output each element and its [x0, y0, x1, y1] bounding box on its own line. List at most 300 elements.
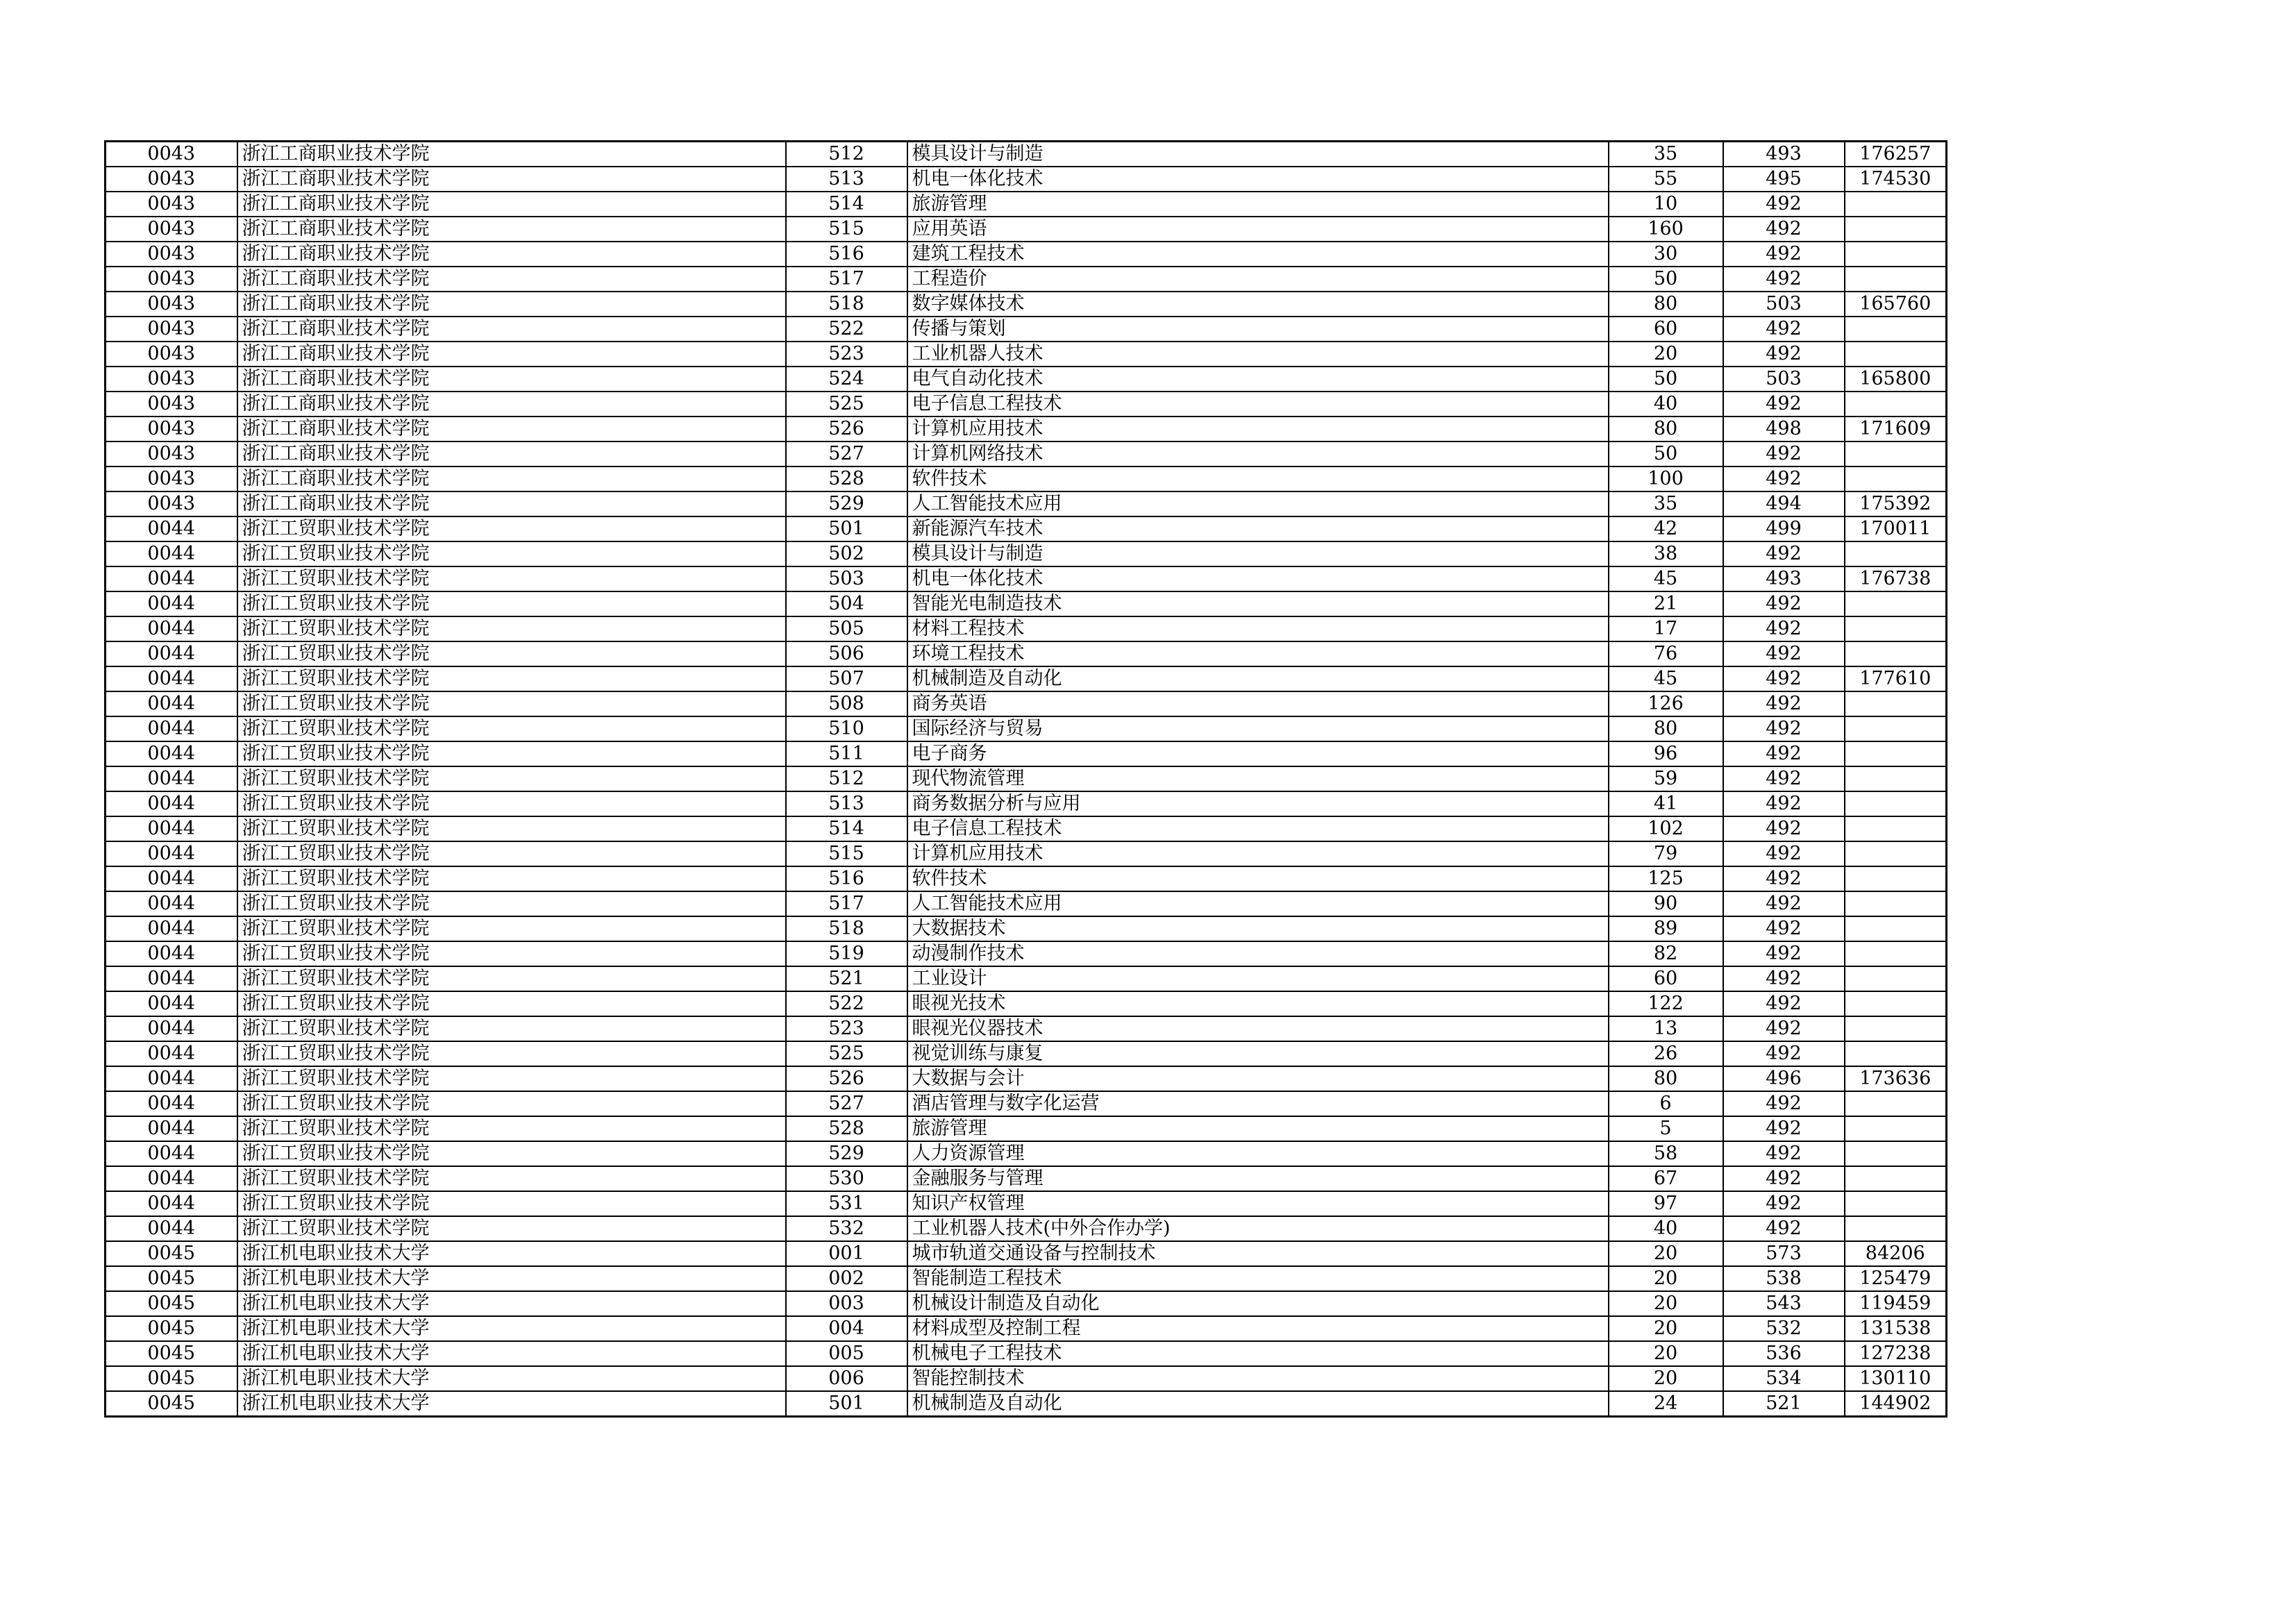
- min-score-cell: 492: [1723, 392, 1845, 417]
- min-score-cell: 492: [1723, 342, 1845, 367]
- table-row: [106, 167, 1947, 192]
- school-code-cell: 0043: [106, 367, 237, 392]
- rank-cell: [1845, 342, 1947, 367]
- rank-cell: 125479: [1845, 1266, 1947, 1291]
- plan-count-cell: 96: [1609, 741, 1723, 766]
- table-row: [106, 417, 1947, 442]
- admission-table: [104, 140, 1947, 1418]
- school-name-cell: 浙江工贸职业技术学院: [237, 516, 786, 541]
- min-score-cell: 573: [1723, 1241, 1845, 1266]
- major-code-cell: 512: [786, 766, 907, 791]
- major-code-cell: 521: [786, 966, 907, 991]
- table-row: [106, 1116, 1947, 1141]
- table-row: [106, 466, 1947, 491]
- rank-cell: 84206: [1845, 1241, 1947, 1266]
- plan-count-cell: 35: [1609, 491, 1723, 516]
- plan-count-cell: 60: [1609, 317, 1723, 342]
- plan-count-cell: 80: [1609, 1066, 1723, 1091]
- school-code-cell: 0044: [106, 1191, 237, 1216]
- school-code-cell: 0044: [106, 791, 237, 816]
- min-score-cell: 492: [1723, 466, 1845, 491]
- major-name-cell: 数字媒体技术: [907, 292, 1609, 317]
- plan-count-cell: 82: [1609, 941, 1723, 966]
- major-code-cell: 532: [786, 1216, 907, 1241]
- plan-count-cell: 55: [1609, 167, 1723, 192]
- table-row: [106, 916, 1947, 941]
- major-code-cell: 502: [786, 541, 907, 566]
- school-code-cell: 0043: [106, 392, 237, 417]
- school-name-cell: 浙江工贸职业技术学院: [237, 541, 786, 566]
- table-row: [106, 866, 1947, 891]
- table-row: [106, 641, 1947, 666]
- school-name-cell: 浙江工贸职业技术学院: [237, 816, 786, 841]
- table-row: [106, 142, 1947, 167]
- rank-cell: [1845, 1041, 1947, 1066]
- major-name-cell: 计算机应用技术: [907, 841, 1609, 866]
- school-code-cell: 0044: [106, 916, 237, 941]
- table-row: [106, 691, 1947, 716]
- table-row: [106, 491, 1947, 516]
- school-name-cell: 浙江工贸职业技术学院: [237, 1041, 786, 1066]
- school-name-cell: 浙江工商职业技术学院: [237, 192, 786, 217]
- major-code-cell: 515: [786, 217, 907, 242]
- major-code-cell: 504: [786, 591, 907, 616]
- table-row: [106, 1341, 1947, 1366]
- major-name-cell: 智能制造工程技术: [907, 1266, 1609, 1291]
- major-name-cell: 商务英语: [907, 691, 1609, 716]
- rank-cell: [1845, 891, 1947, 916]
- rank-cell: 170011: [1845, 516, 1947, 541]
- rank-cell: [1845, 791, 1947, 816]
- rank-cell: 119459: [1845, 1291, 1947, 1316]
- school-name-cell: 浙江工贸职业技术学院: [237, 916, 786, 941]
- school-name-cell: 浙江工贸职业技术学院: [237, 991, 786, 1016]
- rank-cell: [1845, 641, 1947, 666]
- school-code-cell: 0044: [106, 1091, 237, 1116]
- major-name-cell: 旅游管理: [907, 1116, 1609, 1141]
- school-code-cell: 0043: [106, 292, 237, 317]
- major-name-cell: 城市轨道交通设备与控制技术: [907, 1241, 1609, 1266]
- school-name-cell: 浙江工贸职业技术学院: [237, 1116, 786, 1141]
- major-code-cell: 525: [786, 1041, 907, 1066]
- table-row: [106, 1041, 1947, 1066]
- min-score-cell: 492: [1723, 192, 1845, 217]
- plan-count-cell: 102: [1609, 816, 1723, 841]
- rank-cell: 144902: [1845, 1391, 1947, 1417]
- rank-cell: 176738: [1845, 566, 1947, 591]
- school-name-cell: 浙江工贸职业技术学院: [237, 641, 786, 666]
- school-name-cell: 浙江工贸职业技术学院: [237, 791, 786, 816]
- school-code-cell: 0043: [106, 142, 237, 167]
- table-row: [106, 317, 1947, 342]
- school-name-cell: 浙江工贸职业技术学院: [237, 891, 786, 916]
- major-name-cell: 应用英语: [907, 217, 1609, 242]
- min-score-cell: 496: [1723, 1066, 1845, 1091]
- major-code-cell: 519: [786, 941, 907, 966]
- plan-count-cell: 97: [1609, 1191, 1723, 1216]
- plan-count-cell: 41: [1609, 791, 1723, 816]
- rank-cell: [1845, 442, 1947, 466]
- major-code-cell: 526: [786, 417, 907, 442]
- major-code-cell: 528: [786, 1116, 907, 1141]
- rank-cell: [1845, 541, 1947, 566]
- school-name-cell: 浙江工贸职业技术学院: [237, 1066, 786, 1091]
- major-name-cell: 软件技术: [907, 466, 1609, 491]
- table-row: [106, 716, 1947, 741]
- min-score-cell: 492: [1723, 1116, 1845, 1141]
- plan-count-cell: 45: [1609, 566, 1723, 591]
- plan-count-cell: 20: [1609, 1241, 1723, 1266]
- major-code-cell: 517: [786, 891, 907, 916]
- major-name-cell: 知识产权管理: [907, 1191, 1609, 1216]
- major-code-cell: 508: [786, 691, 907, 716]
- plan-count-cell: 35: [1609, 142, 1723, 167]
- major-code-cell: 526: [786, 1066, 907, 1091]
- school-name-cell: 浙江工贸职业技术学院: [237, 1191, 786, 1216]
- school-name-cell: 浙江工贸职业技术学院: [237, 841, 786, 866]
- major-code-cell: 006: [786, 1366, 907, 1391]
- rank-cell: [1845, 1116, 1947, 1141]
- major-code-cell: 512: [786, 142, 907, 167]
- school-name-cell: 浙江工贸职业技术学院: [237, 716, 786, 741]
- major-name-cell: 商务数据分析与应用: [907, 791, 1609, 816]
- school-code-cell: 0044: [106, 1116, 237, 1141]
- table-row: [106, 442, 1947, 466]
- major-code-cell: 518: [786, 916, 907, 941]
- plan-count-cell: 20: [1609, 1316, 1723, 1341]
- school-name-cell: 浙江工贸职业技术学院: [237, 1091, 786, 1116]
- rank-cell: [1845, 466, 1947, 491]
- min-score-cell: 498: [1723, 417, 1845, 442]
- school-code-cell: 0045: [106, 1366, 237, 1391]
- major-code-cell: 503: [786, 566, 907, 591]
- school-name-cell: 浙江工商职业技术学院: [237, 267, 786, 292]
- school-name-cell: 浙江工贸职业技术学院: [237, 566, 786, 591]
- min-score-cell: 492: [1723, 791, 1845, 816]
- plan-count-cell: 20: [1609, 1366, 1723, 1391]
- table-row: [106, 1016, 1947, 1041]
- table-row: [106, 991, 1947, 1016]
- min-score-cell: 503: [1723, 292, 1845, 317]
- major-name-cell: 电子商务: [907, 741, 1609, 766]
- plan-count-cell: 122: [1609, 991, 1723, 1016]
- min-score-cell: 492: [1723, 991, 1845, 1016]
- major-name-cell: 材料成型及控制工程: [907, 1316, 1609, 1341]
- major-name-cell: 人工智能技术应用: [907, 891, 1609, 916]
- major-name-cell: 智能控制技术: [907, 1366, 1609, 1391]
- min-score-cell: 503: [1723, 367, 1845, 392]
- plan-count-cell: 26: [1609, 1041, 1723, 1066]
- plan-count-cell: 67: [1609, 1166, 1723, 1191]
- min-score-cell: 492: [1723, 641, 1845, 666]
- min-score-cell: 492: [1723, 916, 1845, 941]
- school-code-cell: 0044: [106, 866, 237, 891]
- major-code-cell: 515: [786, 841, 907, 866]
- rank-cell: [1845, 1016, 1947, 1041]
- major-name-cell: 计算机应用技术: [907, 417, 1609, 442]
- min-score-cell: 492: [1723, 816, 1845, 841]
- rank-cell: [1845, 766, 1947, 791]
- min-score-cell: 492: [1723, 1216, 1845, 1241]
- school-name-cell: 浙江机电职业技术大学: [237, 1291, 786, 1316]
- major-name-cell: 旅游管理: [907, 192, 1609, 217]
- plan-count-cell: 79: [1609, 841, 1723, 866]
- major-name-cell: 机械制造及自动化: [907, 1391, 1609, 1417]
- rank-cell: 130110: [1845, 1366, 1947, 1391]
- rank-cell: 127238: [1845, 1341, 1947, 1366]
- major-code-cell: 524: [786, 367, 907, 392]
- major-code-cell: 523: [786, 342, 907, 367]
- min-score-cell: 521: [1723, 1391, 1845, 1417]
- table-row: [106, 1391, 1947, 1417]
- plan-count-cell: 20: [1609, 342, 1723, 367]
- major-code-cell: 005: [786, 1341, 907, 1366]
- major-name-cell: 智能光电制造技术: [907, 591, 1609, 616]
- school-name-cell: 浙江机电职业技术大学: [237, 1391, 786, 1417]
- school-name-cell: 浙江工商职业技术学院: [237, 292, 786, 317]
- plan-count-cell: 38: [1609, 541, 1723, 566]
- school-code-cell: 0043: [106, 342, 237, 367]
- school-name-cell: 浙江机电职业技术大学: [237, 1266, 786, 1291]
- school-code-cell: 0045: [106, 1266, 237, 1291]
- min-score-cell: 492: [1723, 1141, 1845, 1166]
- school-code-cell: 0043: [106, 267, 237, 292]
- major-code-cell: 529: [786, 1141, 907, 1166]
- major-code-cell: 529: [786, 491, 907, 516]
- plan-count-cell: 5: [1609, 1116, 1723, 1141]
- major-code-cell: 505: [786, 616, 907, 641]
- school-code-cell: 0044: [106, 716, 237, 741]
- school-code-cell: 0043: [106, 242, 237, 267]
- school-code-cell: 0044: [106, 816, 237, 841]
- major-code-cell: 517: [786, 267, 907, 292]
- plan-count-cell: 20: [1609, 1266, 1723, 1291]
- plan-count-cell: 40: [1609, 392, 1723, 417]
- school-name-cell: 浙江工商职业技术学院: [237, 342, 786, 367]
- min-score-cell: 492: [1723, 841, 1845, 866]
- major-code-cell: 516: [786, 866, 907, 891]
- rank-cell: 165760: [1845, 292, 1947, 317]
- min-score-cell: 492: [1723, 716, 1845, 741]
- table-row: [106, 1241, 1947, 1266]
- school-code-cell: 0043: [106, 466, 237, 491]
- school-code-cell: 0045: [106, 1241, 237, 1266]
- plan-count-cell: 50: [1609, 267, 1723, 292]
- school-name-cell: 浙江工商职业技术学院: [237, 442, 786, 466]
- plan-count-cell: 42: [1609, 516, 1723, 541]
- rank-cell: [1845, 991, 1947, 1016]
- school-code-cell: 0043: [106, 192, 237, 217]
- major-code-cell: 527: [786, 1091, 907, 1116]
- major-name-cell: 工程造价: [907, 267, 1609, 292]
- table-row: [106, 941, 1947, 966]
- school-code-cell: 0043: [106, 217, 237, 242]
- major-code-cell: 003: [786, 1291, 907, 1316]
- plan-count-cell: 80: [1609, 716, 1723, 741]
- school-name-cell: 浙江机电职业技术大学: [237, 1341, 786, 1366]
- major-name-cell: 机电一体化技术: [907, 566, 1609, 591]
- major-name-cell: 软件技术: [907, 866, 1609, 891]
- major-name-cell: 模具设计与制造: [907, 541, 1609, 566]
- table-row: [106, 192, 1947, 217]
- major-name-cell: 环境工程技术: [907, 641, 1609, 666]
- plan-count-cell: 90: [1609, 891, 1723, 916]
- plan-count-cell: 89: [1609, 916, 1723, 941]
- rank-cell: [1845, 616, 1947, 641]
- school-code-cell: 0044: [106, 1216, 237, 1241]
- major-name-cell: 眼视光仪器技术: [907, 1016, 1609, 1041]
- school-name-cell: 浙江工贸职业技术学院: [237, 591, 786, 616]
- major-name-cell: 工业机器人技术(中外合作办学): [907, 1216, 1609, 1241]
- rank-cell: [1845, 192, 1947, 217]
- school-name-cell: 浙江工贸职业技术学院: [237, 1016, 786, 1041]
- min-score-cell: 492: [1723, 766, 1845, 791]
- rank-cell: [1845, 591, 1947, 616]
- school-name-cell: 浙江工商职业技术学院: [237, 142, 786, 167]
- major-code-cell: 514: [786, 816, 907, 841]
- plan-count-cell: 20: [1609, 1291, 1723, 1316]
- table-row: [106, 1141, 1947, 1166]
- major-code-cell: 528: [786, 466, 907, 491]
- major-name-cell: 机械制造及自动化: [907, 666, 1609, 691]
- min-score-cell: 492: [1723, 242, 1845, 267]
- rank-cell: [1845, 217, 1947, 242]
- table-row: [106, 1366, 1947, 1391]
- school-code-cell: 0044: [106, 1041, 237, 1066]
- plan-count-cell: 6: [1609, 1091, 1723, 1116]
- plan-count-cell: 30: [1609, 242, 1723, 267]
- rank-cell: 174530: [1845, 167, 1947, 192]
- min-score-cell: 492: [1723, 741, 1845, 766]
- plan-count-cell: 126: [1609, 691, 1723, 716]
- rank-cell: 171609: [1845, 417, 1947, 442]
- plan-count-cell: 40: [1609, 1216, 1723, 1241]
- school-code-cell: 0045: [106, 1391, 237, 1417]
- plan-count-cell: 125: [1609, 866, 1723, 891]
- school-name-cell: 浙江工商职业技术学院: [237, 466, 786, 491]
- major-name-cell: 工业设计: [907, 966, 1609, 991]
- major-code-cell: 507: [786, 666, 907, 691]
- school-code-cell: 0044: [106, 1016, 237, 1041]
- major-name-cell: 电子信息工程技术: [907, 392, 1609, 417]
- rank-cell: [1845, 741, 1947, 766]
- major-code-cell: 506: [786, 641, 907, 666]
- major-name-cell: 视觉训练与康复: [907, 1041, 1609, 1066]
- min-score-cell: 495: [1723, 167, 1845, 192]
- table-row: [106, 367, 1947, 392]
- rank-cell: [1845, 966, 1947, 991]
- major-name-cell: 大数据与会计: [907, 1066, 1609, 1091]
- school-name-cell: 浙江工商职业技术学院: [237, 417, 786, 442]
- school-code-cell: 0045: [106, 1316, 237, 1341]
- table-row: [106, 741, 1947, 766]
- school-code-cell: 0044: [106, 566, 237, 591]
- rank-cell: [1845, 267, 1947, 292]
- plan-count-cell: 100: [1609, 466, 1723, 491]
- major-name-cell: 酒店管理与数字化运营: [907, 1091, 1609, 1116]
- min-score-cell: 538: [1723, 1266, 1845, 1291]
- rank-cell: 131538: [1845, 1316, 1947, 1341]
- rank-cell: [1845, 392, 1947, 417]
- table-row: [106, 217, 1947, 242]
- major-name-cell: 模具设计与制造: [907, 142, 1609, 167]
- table-row: [106, 1166, 1947, 1191]
- school-code-cell: 0044: [106, 941, 237, 966]
- major-name-cell: 动漫制作技术: [907, 941, 1609, 966]
- plan-count-cell: 45: [1609, 666, 1723, 691]
- school-name-cell: 浙江工商职业技术学院: [237, 242, 786, 267]
- major-code-cell: 501: [786, 1391, 907, 1417]
- table-row: [106, 591, 1947, 616]
- table-row: [106, 1266, 1947, 1291]
- school-code-cell: 0044: [106, 616, 237, 641]
- min-score-cell: 492: [1723, 616, 1845, 641]
- school-name-cell: 浙江工贸职业技术学院: [237, 1141, 786, 1166]
- major-name-cell: 计算机网络技术: [907, 442, 1609, 466]
- school-code-cell: 0044: [106, 691, 237, 716]
- school-name-cell: 浙江机电职业技术大学: [237, 1366, 786, 1391]
- school-code-cell: 0043: [106, 417, 237, 442]
- school-code-cell: 0043: [106, 317, 237, 342]
- table-row: [106, 1216, 1947, 1241]
- major-name-cell: 人工智能技术应用: [907, 491, 1609, 516]
- school-code-cell: 0043: [106, 167, 237, 192]
- table-row: [106, 1091, 1947, 1116]
- major-code-cell: 510: [786, 716, 907, 741]
- major-name-cell: 传播与策划: [907, 317, 1609, 342]
- rank-cell: [1845, 691, 1947, 716]
- school-name-cell: 浙江工商职业技术学院: [237, 167, 786, 192]
- major-name-cell: 电气自动化技术: [907, 367, 1609, 392]
- min-score-cell: 492: [1723, 442, 1845, 466]
- min-score-cell: 493: [1723, 566, 1845, 591]
- table-row: [106, 791, 1947, 816]
- rank-cell: 173636: [1845, 1066, 1947, 1091]
- table-row: [106, 666, 1947, 691]
- school-code-cell: 0045: [106, 1341, 237, 1366]
- major-code-cell: 514: [786, 192, 907, 217]
- school-name-cell: 浙江机电职业技术大学: [237, 1316, 786, 1341]
- plan-count-cell: 58: [1609, 1141, 1723, 1166]
- school-code-cell: 0044: [106, 641, 237, 666]
- major-name-cell: 工业机器人技术: [907, 342, 1609, 367]
- min-score-cell: 492: [1723, 1041, 1845, 1066]
- plan-count-cell: 17: [1609, 616, 1723, 641]
- school-code-cell: 0043: [106, 442, 237, 466]
- major-name-cell: 国际经济与贸易: [907, 716, 1609, 741]
- major-name-cell: 机械电子工程技术: [907, 1341, 1609, 1366]
- min-score-cell: 493: [1723, 142, 1845, 167]
- plan-count-cell: 59: [1609, 766, 1723, 791]
- table-row: [106, 392, 1947, 417]
- plan-count-cell: 50: [1609, 442, 1723, 466]
- major-code-cell: 525: [786, 392, 907, 417]
- rank-cell: [1845, 1166, 1947, 1191]
- major-code-cell: 527: [786, 442, 907, 466]
- table-row: [106, 1291, 1947, 1316]
- table-row: [106, 616, 1947, 641]
- min-score-cell: 492: [1723, 1191, 1845, 1216]
- major-code-cell: 522: [786, 317, 907, 342]
- school-code-cell: 0043: [106, 491, 237, 516]
- min-score-cell: 543: [1723, 1291, 1845, 1316]
- table-row: [106, 541, 1947, 566]
- plan-count-cell: 21: [1609, 591, 1723, 616]
- rank-cell: [1845, 1191, 1947, 1216]
- school-code-cell: 0044: [106, 741, 237, 766]
- table-row: [106, 267, 1947, 292]
- plan-count-cell: 50: [1609, 367, 1723, 392]
